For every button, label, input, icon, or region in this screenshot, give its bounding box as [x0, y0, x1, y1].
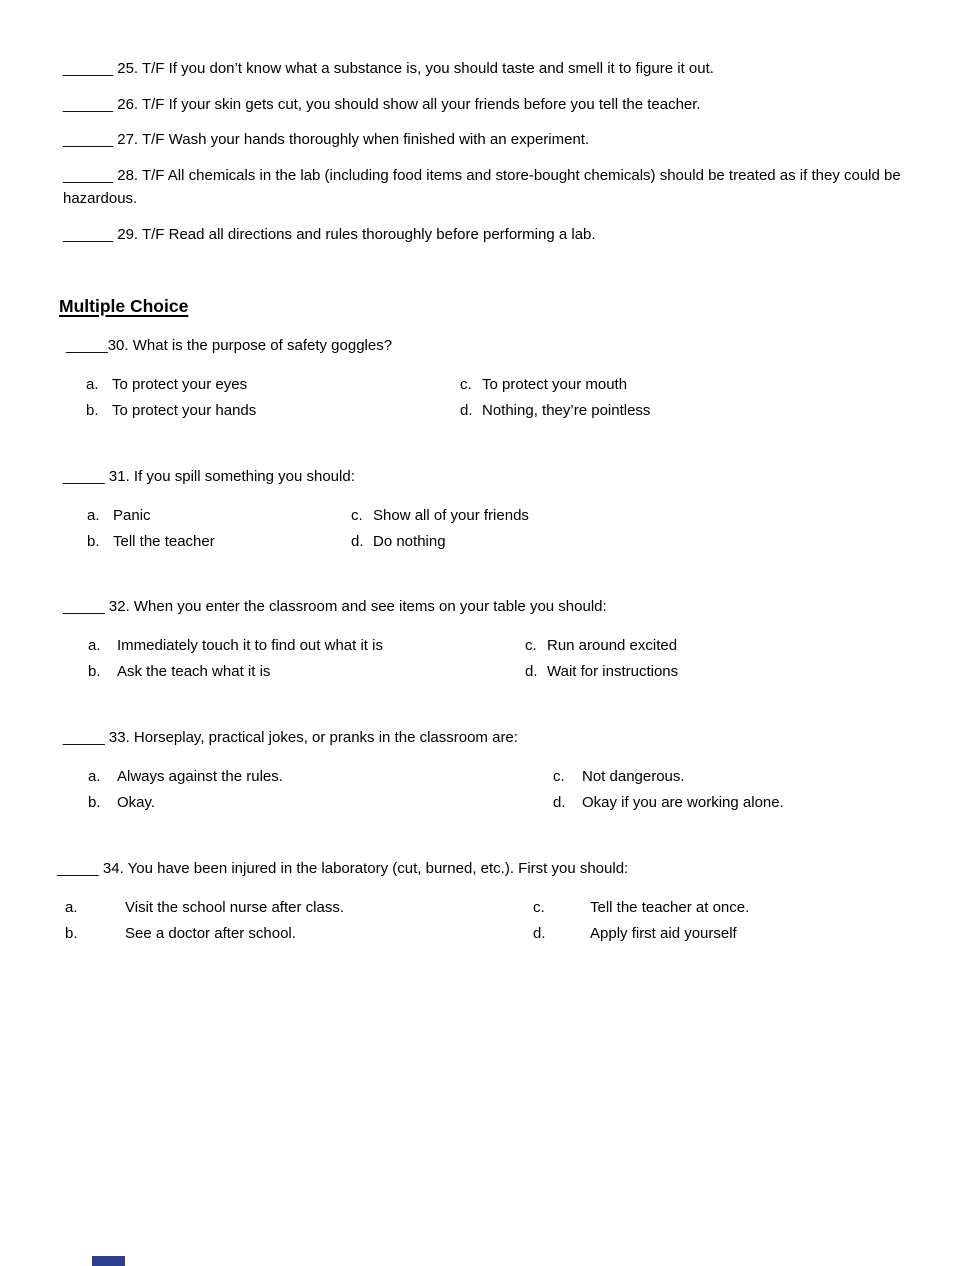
option-letter: b. [87, 533, 100, 550]
mc-30-option-c [460, 373, 627, 396]
option-letter: c. [553, 768, 565, 785]
option-text: Immediately touch it to find out what it is [117, 637, 383, 654]
option-text: Show all of your friends [373, 507, 529, 524]
mc-30-option-d [460, 399, 650, 422]
mc-33-option-d [553, 791, 784, 814]
option-letter: b. [88, 794, 101, 811]
mc-32-option-c [525, 634, 677, 657]
option-letter: d. [525, 663, 538, 680]
option-letter: b. [86, 402, 99, 419]
option-text: See a doctor after school. [125, 925, 296, 942]
option-letter: c. [351, 507, 363, 524]
option-text: Ask the teach what it is [117, 663, 271, 680]
option-letter: d. [460, 402, 473, 419]
option-text: Okay if you are working alone. [582, 794, 784, 811]
mc-question-33: _____ 33. Horseplay, practical jokes, or pranks in the classroom are: [63, 729, 518, 746]
mc-34-option-d [533, 922, 737, 945]
option-text: Always against the rules. [117, 768, 283, 785]
mc-30-option-a [86, 373, 247, 396]
option-letter: c. [533, 899, 545, 916]
option-text: Do nothing [373, 533, 446, 550]
mc-31-option-a [87, 504, 151, 527]
option-letter: a. [88, 768, 101, 785]
option-letter: d. [351, 533, 364, 550]
tf-question-29: ______ 29. T/F Read all directions and rules thoroughly before performing a lab. [63, 226, 596, 243]
option-letter: a. [87, 507, 100, 524]
mc-question-34: _____ 34. You have been injured in the laboratory (cut, burned, etc.). First you should: [57, 860, 629, 877]
mc-33-option-a [88, 765, 283, 788]
option-letter: a. [86, 376, 99, 393]
option-text: Run around excited [547, 637, 678, 654]
option-letter: b. [88, 663, 101, 680]
mc-30-option-b [86, 399, 256, 422]
mc-question-31: _____ 31. If you spill something you should: [63, 468, 355, 485]
option-text: Panic [113, 507, 151, 524]
option-letter: d. [553, 794, 566, 811]
mc-question-32: _____ 32. When you enter the classroom and see items on your table you should: [63, 598, 607, 615]
mc-31-option-b [87, 530, 215, 553]
option-text: Nothing, they’re pointless [482, 402, 651, 419]
option-text: Not dangerous. [582, 768, 685, 785]
option-letter: c. [525, 637, 537, 654]
option-text: Tell the teacher at once. [590, 899, 750, 916]
mc-31-option-c [351, 504, 529, 527]
option-text: To protect your mouth [482, 376, 628, 393]
tf-question-28: ______ 28. T/F All chemicals in the lab (including food items and store-bought chemicals) should be treated as if they could be hazardous. [63, 167, 901, 207]
tf-question-26: ______ 26. T/F If your skin gets cut, you should show all your friends before you tell the teacher. [63, 96, 701, 113]
page-bottom-artifact [92, 1256, 125, 1266]
mc-34-option-a [65, 896, 344, 919]
mc-33-option-c [553, 765, 685, 788]
mc-32-option-d [525, 660, 678, 683]
option-text: Wait for instructions [547, 663, 679, 680]
mc-34-option-b [65, 922, 296, 945]
option-text: Visit the school nurse after class. [125, 899, 344, 916]
mc-32-option-a [88, 634, 383, 657]
multiple-choice-heading: Multiple Choice [59, 296, 189, 316]
option-text: Apply first aid yourself [590, 925, 737, 942]
tf-question-25: ______ 25. T/F If you don’t know what a substance is, you should taste and smell it to figure it out. [63, 60, 714, 77]
mc-33-option-b [88, 791, 155, 814]
option-letter: d. [533, 925, 546, 942]
option-text: To protect your hands [112, 402, 257, 419]
mc-34-option-c [533, 896, 749, 919]
tf-question-27: ______ 27. T/F Wash your hands thoroughly when finished with an experiment. [63, 131, 590, 148]
mc-question-30: _____30. What is the purpose of safety goggles? [66, 337, 393, 354]
option-text: Okay. [117, 794, 156, 811]
option-text: To protect your eyes [112, 376, 248, 393]
option-letter: b. [65, 925, 78, 942]
option-letter: c. [460, 376, 472, 393]
option-letter: a. [88, 637, 101, 654]
option-text: Tell the teacher [113, 533, 215, 550]
mc-32-option-b [88, 660, 270, 683]
mc-31-option-d [351, 530, 446, 553]
option-letter: a. [65, 899, 78, 916]
